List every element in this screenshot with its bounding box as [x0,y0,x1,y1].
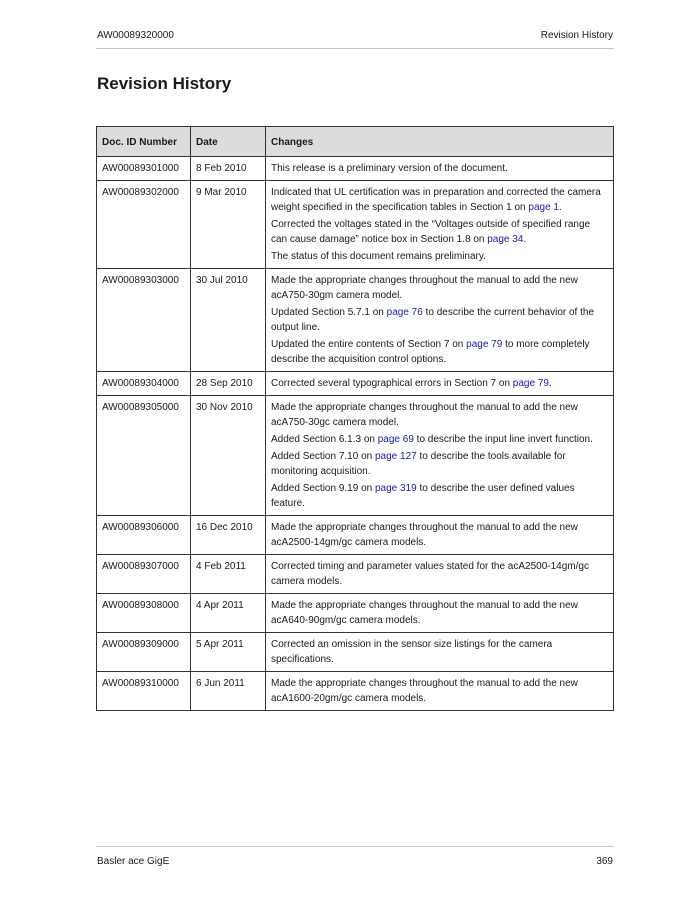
changes-cell [266,396,614,516]
change-text: to more completely describe the acquisition control options. [271,339,590,365]
table-row [97,372,614,396]
change-text: Corrected several typographical errors in Section 7 on [271,378,513,389]
table-row [97,672,614,711]
header-doc-id: AW00089320000 [97,30,174,41]
doc-id-cell: AW00089307000 [97,555,191,594]
footer-divider [96,846,614,847]
changes-cell [266,594,614,633]
doc-id-cell: AW00089310000 [97,672,191,711]
header-section-name: Revision History [540,30,613,41]
page-link[interactable]: page 76 [386,307,423,318]
table-row [97,555,614,594]
page-number: 369 [596,856,613,867]
change-text: Indicated that UL certification was in preparation and corrected the camera weight specified in the specification tables in Section 1 on [271,187,601,213]
doc-id-cell: AW00089309000 [97,633,191,672]
change-text: . [558,202,562,213]
footer-product-name: Basler ace GigE [97,856,170,867]
doc-id-cell: AW00089305000 [97,396,191,516]
change-text: to describe the tools available for monitoring acquisition. [271,451,566,477]
change-paragraph [271,273,608,303]
date-cell: 9 Mar 2010 [191,181,266,269]
change-paragraph [271,337,608,367]
changes-cell [266,157,614,181]
change-text: Added Section 6.1.3 on [271,434,378,445]
change-text: Made the appropriate changes throughout the manual to add the new acA750-30gc camera model. [271,402,578,428]
table-row [97,181,614,269]
changes-cell [266,269,614,372]
doc-id-cell: AW00089306000 [97,516,191,555]
change-text: Made the appropriate changes throughout the manual to add the new acA750-30gm camera model. [271,275,578,301]
revision-history-table [96,126,614,711]
table-header-row [97,127,614,157]
change-text: to describe the input line invert function. [413,434,593,445]
change-text: Updated Section 5.7.1 on [271,307,387,318]
change-paragraph [271,676,608,706]
change-text: . [523,234,527,245]
date-cell: 5 Apr 2011 [191,633,266,672]
change-paragraph [271,217,608,247]
change-text: . [548,378,552,389]
change-paragraph [271,400,608,430]
change-paragraph [271,305,608,335]
change-text: Made the appropriate changes throughout the manual to add the new acA2500-14gm/gc camera models. [271,522,578,548]
doc-id-cell: AW00089303000 [97,269,191,372]
change-text: Updated the entire contents of Section 7 on [271,339,467,350]
page-link[interactable]: page 69 [377,434,414,445]
change-text: Corrected the voltages stated in the “Voltages outside of specified range can cause damage” notice box in Section 1.8 on [271,219,591,245]
changes-cell [266,372,614,396]
date-cell: 28 Sep 2010 [191,372,266,396]
change-text: Corrected timing and parameter values stated for the acA2500-14gm/gc camera models. [271,561,589,587]
table-row [97,269,614,372]
change-paragraph [271,449,608,479]
change-paragraph [271,249,608,264]
date-cell: 6 Jun 2011 [191,672,266,711]
date-cell: 30 Jul 2010 [191,269,266,372]
date-cell: 4 Feb 2011 [191,555,266,594]
changes-cell [266,672,614,711]
change-text: to describe the user defined values feature. [271,483,575,509]
change-paragraph [271,520,608,550]
column-header-changes: Changes [266,127,614,157]
doc-id-cell: AW00089304000 [97,372,191,396]
running-header [97,30,613,48]
change-paragraph [271,481,608,511]
change-text: The status of this document remains preliminary. [271,251,486,262]
doc-id-cell: AW00089308000 [97,594,191,633]
changes-cell [266,633,614,672]
column-header-doc-id: Doc. ID Number [97,127,191,157]
change-text: to describe the current behavior of the output line. [271,307,595,333]
table-row [97,516,614,555]
page-link[interactable]: page 79 [512,378,549,389]
change-text: This release is a preliminary version of the document. [271,163,508,174]
table-row [97,594,614,633]
change-paragraph [271,432,608,447]
date-cell: 4 Apr 2011 [191,594,266,633]
change-paragraph [271,598,608,628]
doc-id-cell: AW00089302000 [97,181,191,269]
table-row [97,633,614,672]
change-paragraph [271,559,608,589]
change-text: Made the appropriate changes throughout the manual to add the new acA1600-20gm/gc camera models. [271,678,578,704]
change-paragraph [271,185,608,215]
page-link[interactable]: page 319 [374,483,417,494]
column-header-date: Date [191,127,266,157]
change-text: Made the appropriate changes throughout the manual to add the new acA640-90gm/gc camera models. [271,600,578,626]
table-body [97,157,614,711]
header-divider [96,48,614,49]
change-text: Added Section 7.10 on [271,451,375,462]
table-row [97,157,614,181]
changes-cell [266,555,614,594]
page-link[interactable]: page 79 [466,339,503,350]
change-text: Corrected an omission in the sensor size listings for the camera specifications. [271,639,553,665]
page-link[interactable]: page 34 [487,234,524,245]
doc-id-cell: AW00089301000 [97,157,191,181]
page-title: Revision History [97,74,232,93]
date-cell: 8 Feb 2010 [191,157,266,181]
page-link[interactable]: page 127 [374,451,417,462]
page-link[interactable]: page 1 [528,202,559,213]
change-paragraph [271,637,608,667]
change-text: Added Section 9.19 on [271,483,375,494]
table-row [97,396,614,516]
change-paragraph [271,161,608,176]
date-cell: 16 Dec 2010 [191,516,266,555]
date-cell: 30 Nov 2010 [191,396,266,516]
changes-cell [266,181,614,269]
changes-cell [266,516,614,555]
change-paragraph [271,376,608,391]
